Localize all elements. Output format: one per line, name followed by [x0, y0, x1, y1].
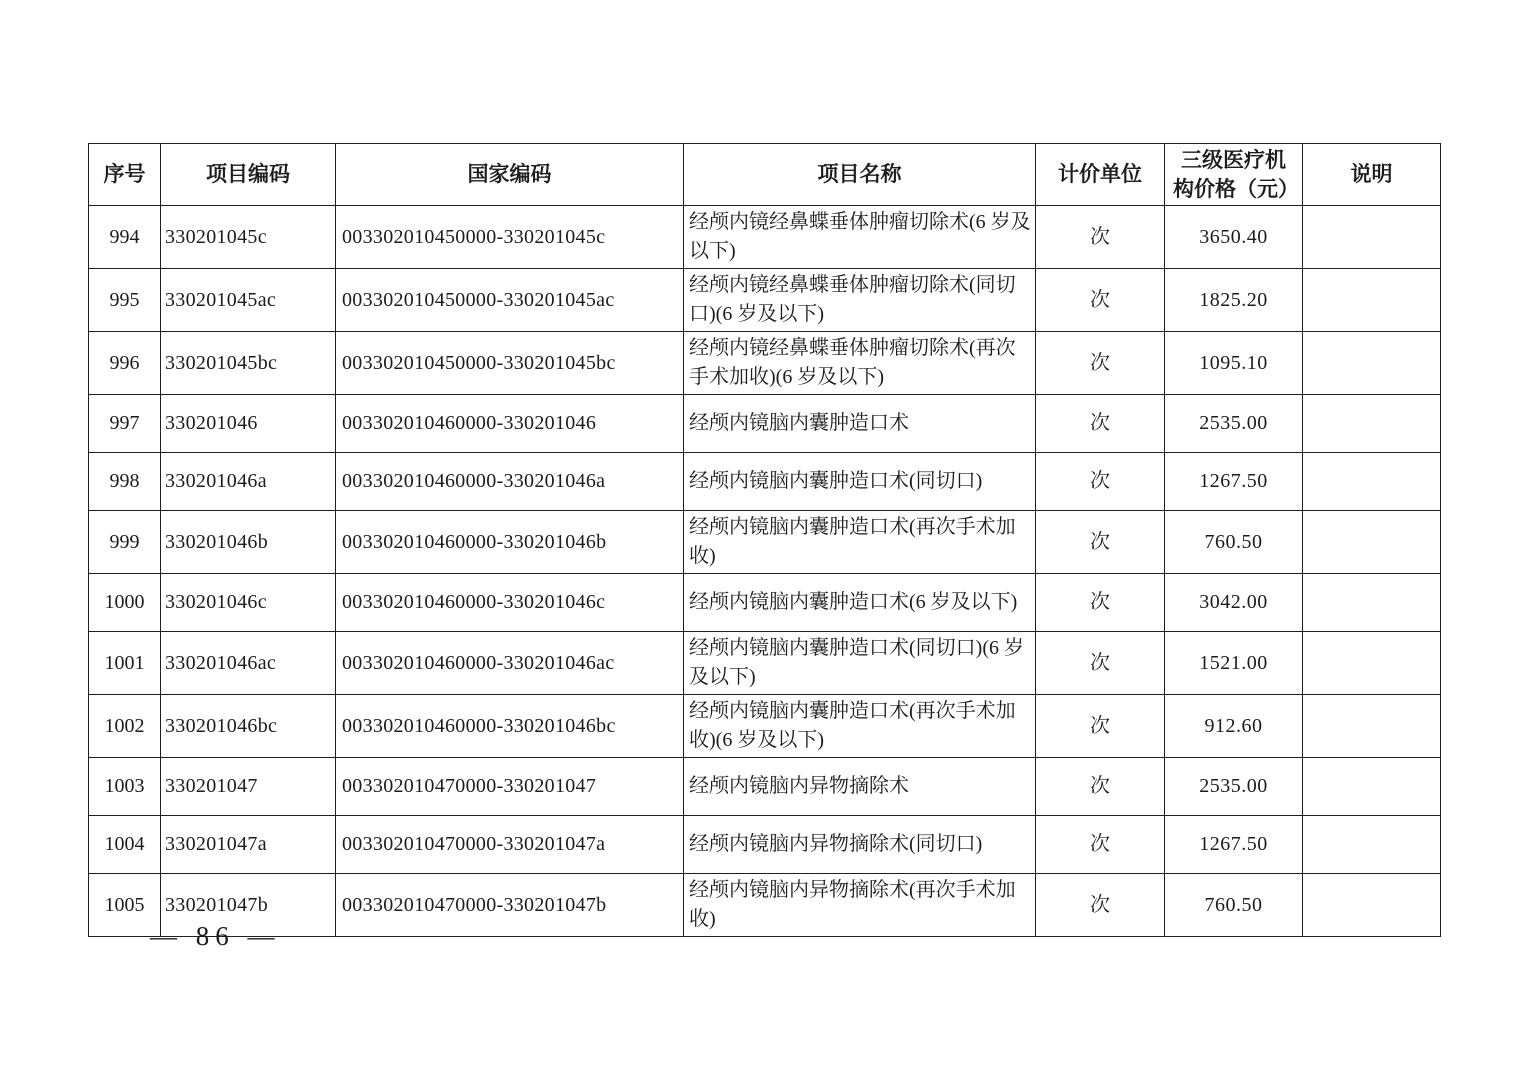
table-row	[89, 816, 1441, 874]
cell-seq: 997	[89, 395, 161, 453]
cell-name: 经颅内镜脑内异物摘除术(同切口)	[684, 816, 1036, 874]
page-number: — 86 —	[150, 921, 281, 951]
cell-seq: 994	[89, 206, 161, 269]
cell-name: 经颅内镜经鼻蝶垂体肿瘤切除术(同切口)(6 岁及以下)	[684, 269, 1036, 332]
cell-seq: 1000	[89, 574, 161, 632]
cell-note	[1303, 695, 1441, 758]
table-row	[89, 332, 1441, 395]
cell-unit: 次	[1036, 816, 1165, 874]
cell-seq: 995	[89, 269, 161, 332]
cell-note	[1303, 816, 1441, 874]
cell-note	[1303, 395, 1441, 453]
cell-note	[1303, 758, 1441, 816]
cell-code: 330201045bc	[161, 332, 336, 395]
cell-unit: 次	[1036, 453, 1165, 511]
cell-name: 经颅内镜脑内囊肿造口术(6 岁及以下)	[684, 574, 1036, 632]
cell-unit: 次	[1036, 206, 1165, 269]
header-cell-note: 说明	[1303, 144, 1441, 206]
table-row	[89, 269, 1441, 332]
table-row	[89, 395, 1441, 453]
cell-national_code: 003302010470000-330201047b	[336, 874, 684, 937]
cell-unit: 次	[1036, 332, 1165, 395]
table-row	[89, 453, 1441, 511]
cell-price: 760.50	[1165, 874, 1303, 937]
table-body	[89, 206, 1441, 937]
cell-code: 330201046b	[161, 511, 336, 574]
cell-national_code: 003302010470000-330201047a	[336, 816, 684, 874]
cell-note	[1303, 874, 1441, 937]
table-row	[89, 511, 1441, 574]
cell-code: 330201047	[161, 758, 336, 816]
cell-note	[1303, 269, 1441, 332]
cell-note	[1303, 574, 1441, 632]
cell-price: 3042.00	[1165, 574, 1303, 632]
cell-national_code: 003302010450000-330201045ac	[336, 269, 684, 332]
cell-seq: 1001	[89, 632, 161, 695]
cell-name: 经颅内镜脑内囊肿造口术(再次手术加收)	[684, 511, 1036, 574]
cell-unit: 次	[1036, 695, 1165, 758]
cell-code: 330201045ac	[161, 269, 336, 332]
medical-price-table	[88, 143, 1441, 937]
cell-note	[1303, 206, 1441, 269]
cell-unit: 次	[1036, 511, 1165, 574]
cell-name: 经颅内镜脑内异物摘除术	[684, 758, 1036, 816]
cell-name: 经颅内镜经鼻蝶垂体肿瘤切除术(再次手术加收)(6 岁及以下)	[684, 332, 1036, 395]
cell-code: 330201045c	[161, 206, 336, 269]
cell-name: 经颅内镜经鼻蝶垂体肿瘤切除术(6 岁及以下)	[684, 206, 1036, 269]
cell-seq: 1004	[89, 816, 161, 874]
cell-code: 330201046ac	[161, 632, 336, 695]
cell-unit: 次	[1036, 758, 1165, 816]
cell-code: 330201047b	[161, 874, 336, 937]
cell-national_code: 003302010460000-330201046c	[336, 574, 684, 632]
cell-national_code: 003302010460000-330201046b	[336, 511, 684, 574]
header-cell-name: 项目名称	[684, 144, 1036, 206]
cell-seq: 999	[89, 511, 161, 574]
cell-national_code: 003302010460000-330201046ac	[336, 632, 684, 695]
cell-code: 330201046bc	[161, 695, 336, 758]
cell-national_code: 003302010470000-330201047	[336, 758, 684, 816]
cell-price: 2535.00	[1165, 758, 1303, 816]
cell-national_code: 003302010450000-330201045c	[336, 206, 684, 269]
table-row	[89, 874, 1441, 937]
cell-code: 330201046	[161, 395, 336, 453]
cell-name: 经颅内镜脑内异物摘除术(再次手术加收)	[684, 874, 1036, 937]
cell-price: 1825.20	[1165, 269, 1303, 332]
table-row	[89, 574, 1441, 632]
cell-unit: 次	[1036, 874, 1165, 937]
cell-seq: 1005	[89, 874, 161, 937]
cell-seq: 998	[89, 453, 161, 511]
cell-note	[1303, 332, 1441, 395]
cell-price: 1521.00	[1165, 632, 1303, 695]
header-row	[89, 144, 1441, 206]
table-header	[89, 144, 1441, 206]
cell-price: 1267.50	[1165, 816, 1303, 874]
cell-price: 2535.00	[1165, 395, 1303, 453]
cell-price: 1095.10	[1165, 332, 1303, 395]
cell-name: 经颅内镜脑内囊肿造口术(再次手术加收)(6 岁及以下)	[684, 695, 1036, 758]
cell-name: 经颅内镜脑内囊肿造口术(同切口)	[684, 453, 1036, 511]
cell-name: 经颅内镜脑内囊肿造口术(同切口)(6 岁及以下)	[684, 632, 1036, 695]
cell-unit: 次	[1036, 395, 1165, 453]
header-cell-national-code: 国家编码	[336, 144, 684, 206]
cell-code: 330201046c	[161, 574, 336, 632]
cell-price: 1267.50	[1165, 453, 1303, 511]
header-cell-seq: 序号	[89, 144, 161, 206]
cell-seq: 1003	[89, 758, 161, 816]
cell-price: 912.60	[1165, 695, 1303, 758]
table-row	[89, 758, 1441, 816]
cell-code: 330201046a	[161, 453, 336, 511]
header-cell-price: 三级医疗机构价格（元）	[1165, 144, 1303, 206]
cell-national_code: 003302010450000-330201045bc	[336, 332, 684, 395]
cell-unit: 次	[1036, 574, 1165, 632]
header-cell-code: 项目编码	[161, 144, 336, 206]
table-row	[89, 695, 1441, 758]
cell-price: 760.50	[1165, 511, 1303, 574]
cell-unit: 次	[1036, 269, 1165, 332]
cell-seq: 1002	[89, 695, 161, 758]
cell-unit: 次	[1036, 632, 1165, 695]
table-row	[89, 206, 1441, 269]
cell-note	[1303, 453, 1441, 511]
cell-national_code: 003302010460000-330201046	[336, 395, 684, 453]
header-cell-unit: 计价单位	[1036, 144, 1165, 206]
cell-national_code: 003302010460000-330201046a	[336, 453, 684, 511]
cell-price: 3650.40	[1165, 206, 1303, 269]
cell-seq: 996	[89, 332, 161, 395]
table-row	[89, 632, 1441, 695]
cell-national_code: 003302010460000-330201046bc	[336, 695, 684, 758]
cell-note	[1303, 511, 1441, 574]
cell-note	[1303, 632, 1441, 695]
cell-name: 经颅内镜脑内囊肿造口术	[684, 395, 1036, 453]
cell-code: 330201047a	[161, 816, 336, 874]
